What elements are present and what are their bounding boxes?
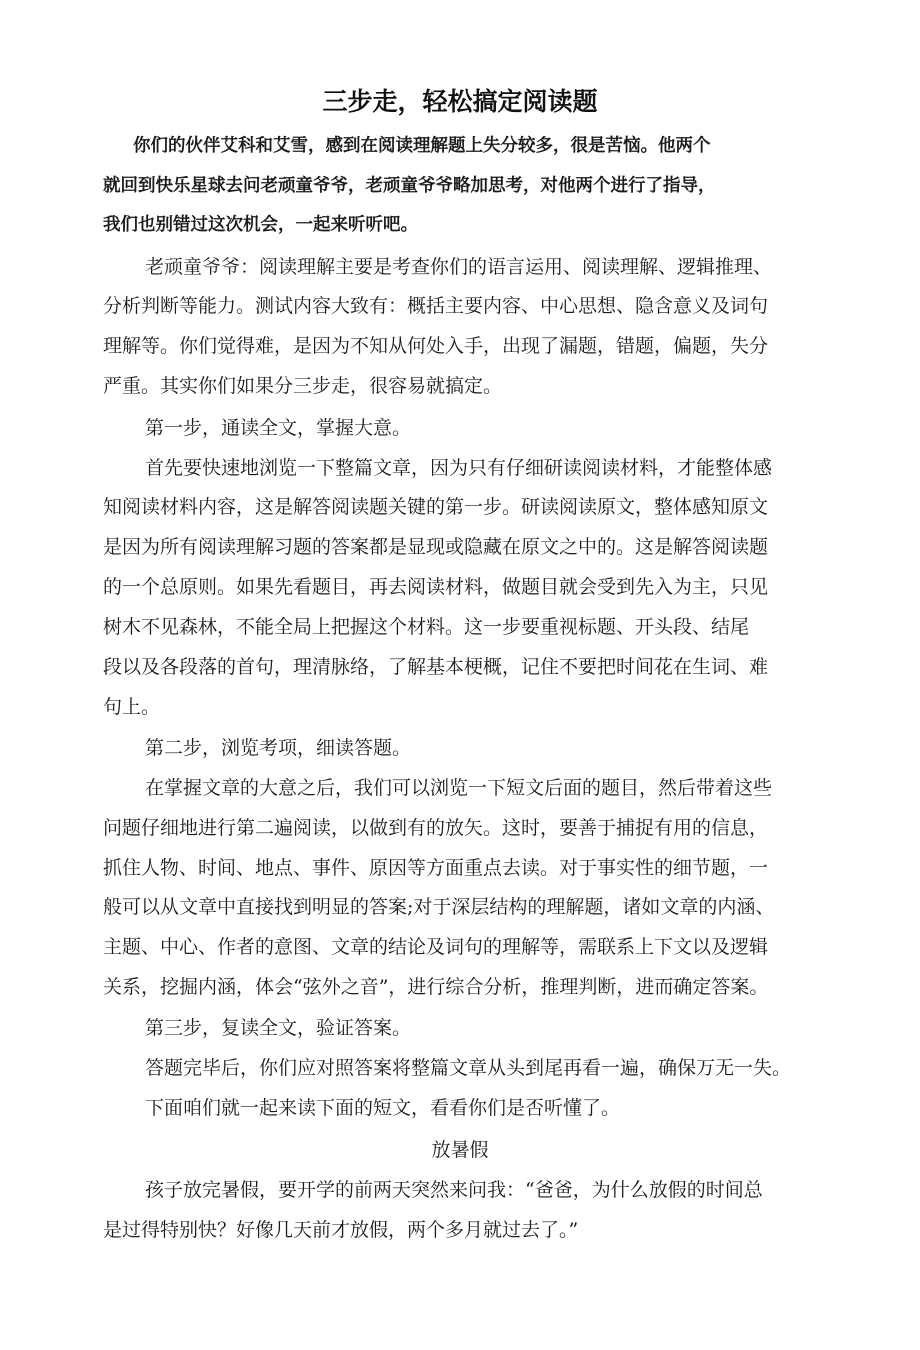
text-line: 第二步，浏览考项，细读答题。 [145, 737, 412, 759]
text-line: 主题、中心、作者的意图、文章的结论及词句的理解等，需联系上下文以及逻辑 [103, 936, 769, 958]
text-line: 首先要快速地浏览一下整篇文章，因为只有仔细研读阅读材料，才能整体感 [145, 457, 773, 479]
text-line: 是因为所有阅读理解习题的答案都是显现或隐藏在原文之中的。这是解答阅读题 [103, 536, 769, 558]
text-line: 老顽童爷爷：阅读理解主要是考查你们的语言运用、阅读理解、逻辑推理、 [145, 256, 773, 278]
text-line: 般可以从文章中直接找到明显的答案;对于深层结构的理解题，诸如文章的内涵、 [103, 896, 775, 918]
text-line: 在掌握文章的大意之后，我们可以浏览一下短文后面的题目，然后带着这些 [145, 777, 773, 799]
text-line: 段以及各段落的首句，理清脉络，了解基本梗概，记住不要把时间花在生词、难 [103, 656, 769, 678]
text-line: 第三步，复读全文，验证答案。 [145, 1017, 412, 1039]
text-line: 知阅读材料内容，这是解答阅读题关键的第一步。研读阅读原文，整体感知原文 [103, 496, 769, 518]
text-line: 分析判断等能力。测试内容大致有：概括主要内容、中心思想、隐含意义及词句 [103, 295, 769, 317]
text-line: 我们也别错过这次机会，一起来听听吧。 [103, 215, 418, 235]
text-line: 孩子放完暑假，要开学的前两天突然来问我：“爸爸，为什么放假的时间总 [145, 1179, 763, 1201]
text-line: 是过得特别快？好像几天前才放假，两个多月就过去了。” [103, 1219, 579, 1241]
text-line: 树木不见森林，不能全局上把握这个材料。这一步要重视标题、开头段、结尾 [103, 616, 750, 638]
text-line: 抓住人物、时间、地点、事件、原因等方面重点去读。对于事实性的细节题，一 [103, 857, 769, 879]
page-title: 三步走，轻松搞定阅读题 [322, 87, 598, 116]
text-line: 下面咱们就一起来读下面的短文，看看你们是否听懂了。 [145, 1097, 621, 1119]
text-line: 你们的伙伴艾科和艾雪，感到在阅读理解题上失分较多，很是苦恼。他两个 [133, 136, 711, 156]
text-line: 就回到快乐星球去问老顽童爷爷，老顽童爷爷略加思考，对他两个进行了指导， [103, 176, 716, 196]
text-line: 的一个总原则。如果先看题目，再去阅读材料，做题目就会受到先入为主，只见 [103, 576, 769, 598]
text-line: 问题仔细地进行第二遍阅读，以做到有的放矢。这时，要善于捕捉有用的信息， [103, 817, 769, 839]
text-line: 第一步，通读全文，掌握大意。 [145, 417, 412, 439]
text-line: 答题完毕后，你们应对照答案将整篇文章从头到尾再看一遍，确保万无一失。 [145, 1057, 792, 1079]
text-line: 关系，挖掘内涵，体会“弦外之音”，进行综合分析，推理判断，进而确定答案。 [103, 976, 769, 998]
text-line: 句上。 [103, 696, 161, 718]
text-line: 理解等。你们觉得难，是因为不知从何处入手，出现了漏题，错题，偏题，失分 [103, 335, 769, 357]
text-line: 严重。其实你们如果分三步走，很容易就搞定。 [103, 375, 503, 397]
text-line: 放暑假 [431, 1139, 489, 1161]
